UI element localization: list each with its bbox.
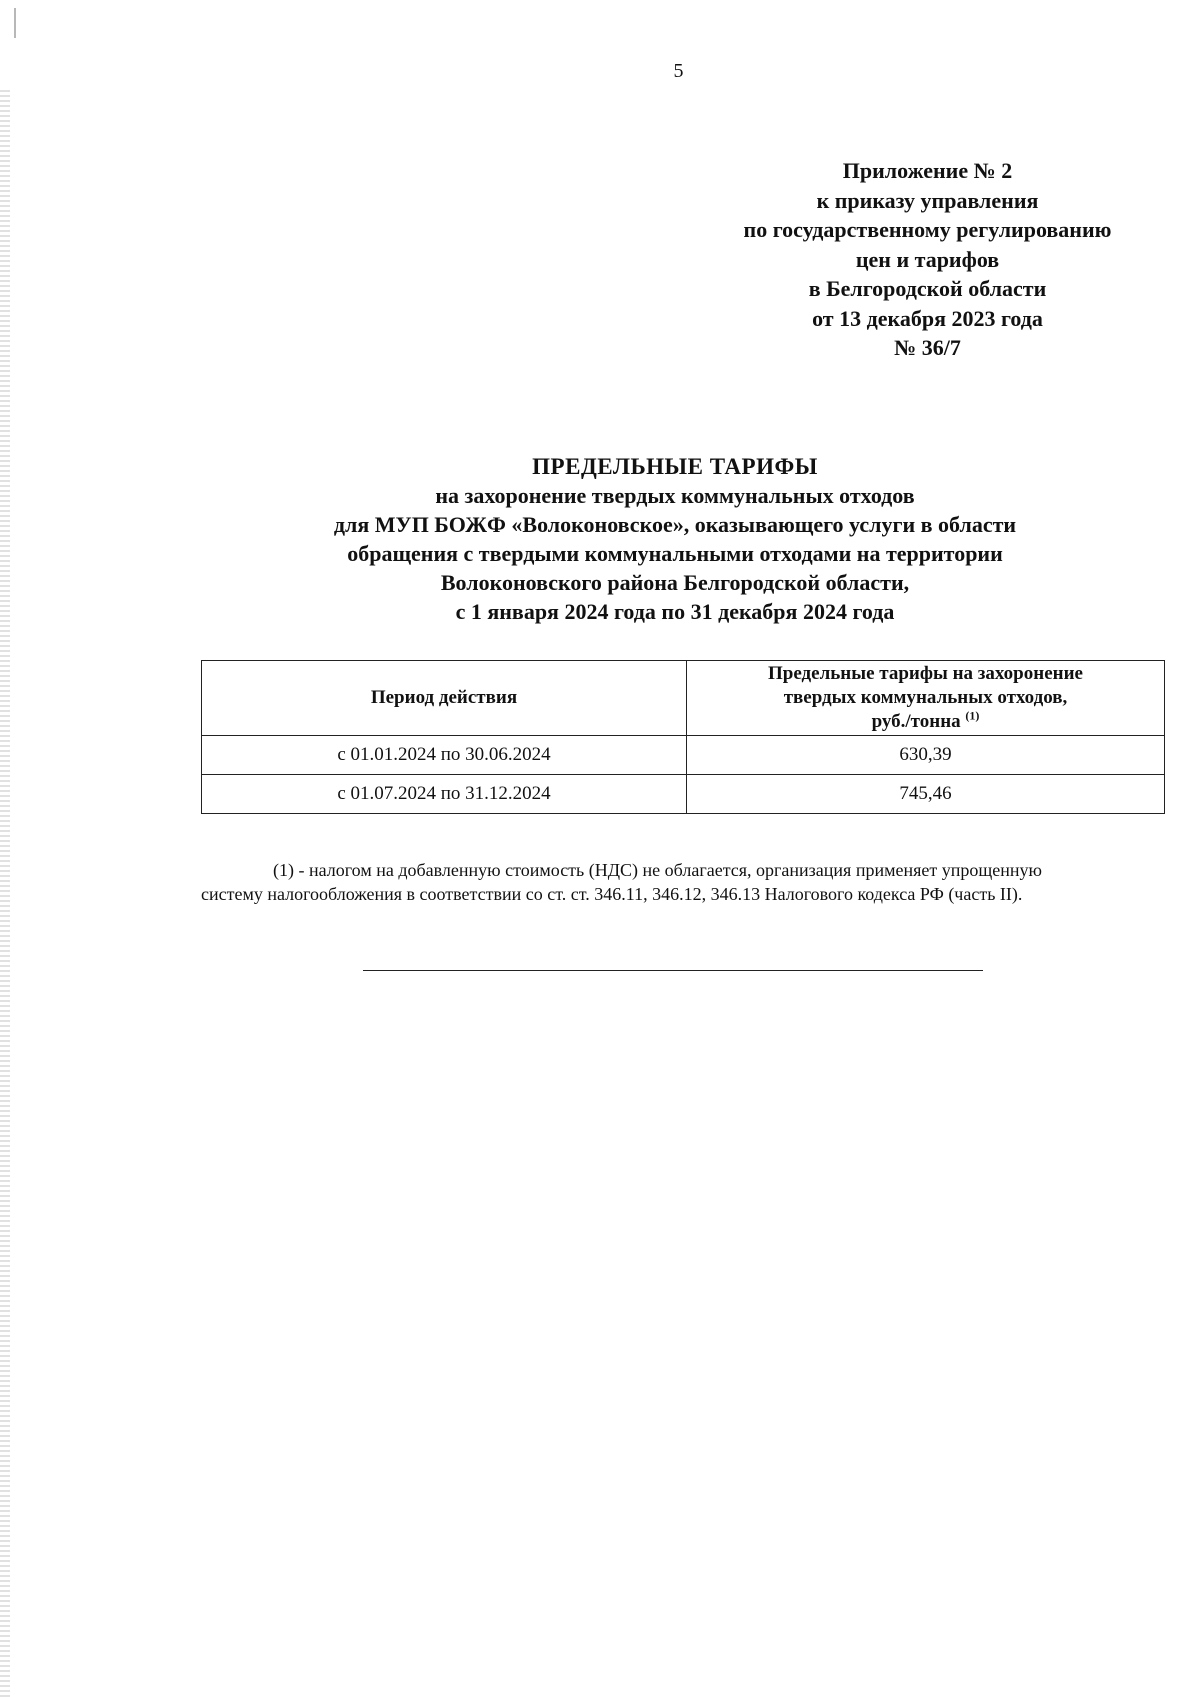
- row-value: 745,46: [687, 775, 1165, 814]
- row-period: с 01.07.2024 по 31.12.2024: [202, 775, 687, 814]
- title-line: для МУП БОЖФ «Волоконовское», оказывающего услуги в области: [333, 512, 1017, 537]
- footnote-line: (1) - налогом на добавленную стоимость (НДС) не облагается, организация применяет упрощенную: [273, 860, 1042, 880]
- title-line: Волоконовского района Белгородской области,: [440, 570, 910, 595]
- appendix-block: [700, 156, 1155, 363]
- appendix-line: Приложение № 2: [842, 158, 1013, 183]
- appendix-line: от 13 декабря 2023 года: [812, 305, 1043, 331]
- appendix-line: цен и тарифов: [855, 246, 1000, 272]
- footnote-marker: (1): [965, 708, 980, 723]
- page-number: 5: [673, 60, 684, 82]
- table-row: [202, 736, 1165, 775]
- appendix-line: в Белгородской области: [808, 276, 1047, 301]
- header-tariff-unit: руб./тонна: [871, 711, 961, 732]
- document-title: [200, 452, 1150, 626]
- footnote-line: систему налогообложения в соответствии со ст. ст. 346.11, 346.12, 346.13 Налогового кодекса РФ (часть II).: [201, 884, 1023, 904]
- header-period: Период действия: [202, 661, 687, 736]
- main-title: ПРЕДЕЛЬНЫЕ ТАРИФЫ: [532, 454, 818, 479]
- table-row: [202, 775, 1165, 814]
- header-tariff-line: твердых коммунальных отходов,: [783, 687, 1068, 708]
- closing-rule: [363, 970, 983, 971]
- appendix-line: № 36/7: [894, 335, 961, 360]
- tariffs-table: [201, 660, 1165, 814]
- row-period: с 01.01.2024 по 30.06.2024: [202, 736, 687, 775]
- footnote: [201, 858, 1165, 906]
- scan-edge-artifact: [0, 90, 10, 1697]
- header-tariff-line: Предельные тарифы на захоронение: [768, 663, 1083, 684]
- row-value: 630,39: [687, 736, 1165, 775]
- title-line: на захоронение твердых коммунальных отходов: [435, 483, 915, 508]
- scan-mark-artifact: [14, 8, 16, 38]
- appendix-line: по государственному регулированию: [743, 217, 1112, 242]
- title-line: с 1 января 2024 года по 31 декабря 2024 года: [455, 599, 895, 624]
- table-header-row: [202, 661, 1165, 736]
- header-tariff: [687, 661, 1165, 736]
- title-line: обращения с твердыми коммунальными отходами на территории: [347, 541, 1003, 566]
- appendix-line: к приказу управления: [816, 187, 1039, 213]
